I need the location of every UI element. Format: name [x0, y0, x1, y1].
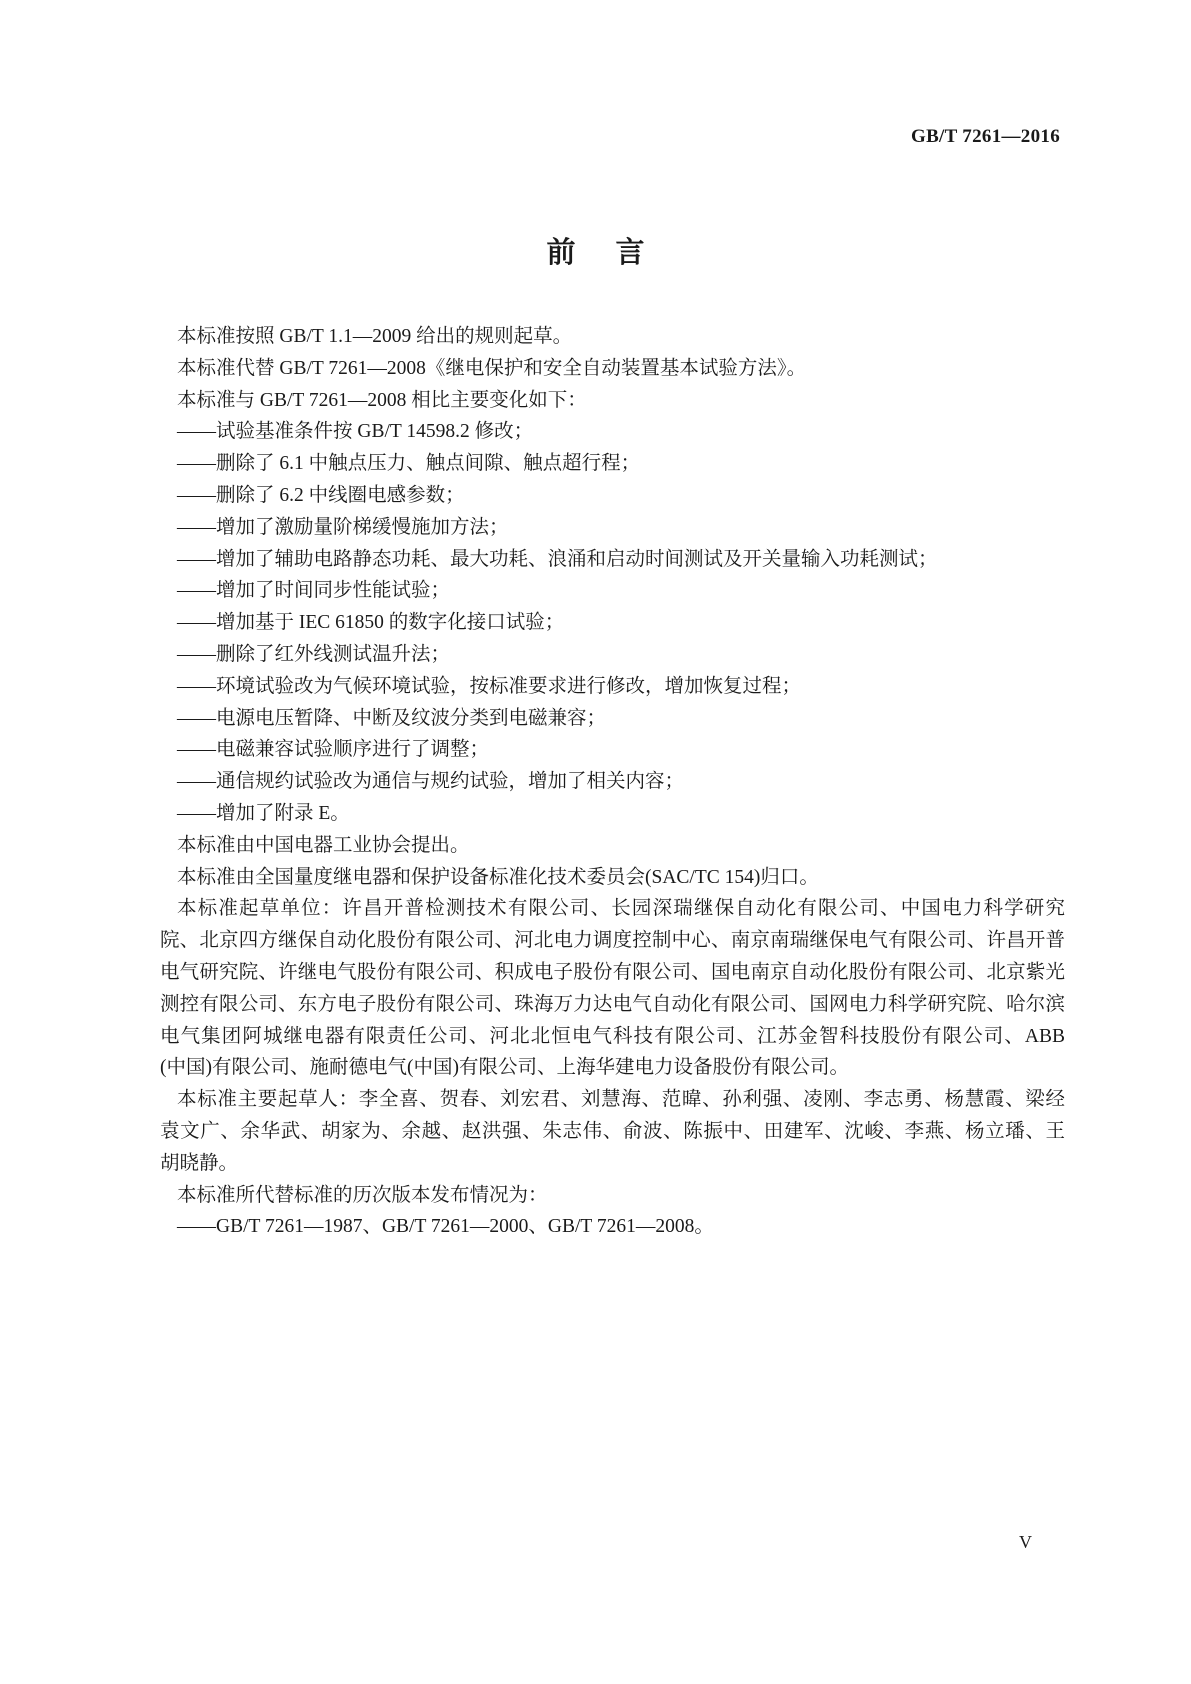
list-item: ——删除了红外线测试温升法；	[177, 643, 451, 665]
text-line: (中国)有限公司、施耐德电气(中国)有限公司、上海华建电力设备股份有限公司。	[160, 1057, 849, 1079]
list-item: ——电源电压暂降、中断及纹波分类到电磁兼容；	[177, 707, 607, 729]
list-item: ——增加了激励量阶梯缓慢施加方法；	[177, 516, 509, 538]
text-line: 院、北京四方继保自动化股份有限公司、河北电力调度控制中心、南京南瑞继保电气有限公司、许昌开普	[160, 930, 1065, 952]
text-line: 本标准与 GB/T 7261—2008 相比主要变化如下：	[177, 389, 587, 411]
list-item: ——试验基准条件按 GB/T 14598.2 修改；	[177, 421, 534, 443]
page-number: V	[1019, 1532, 1032, 1552]
list-item: ——增加了附录 E。	[177, 802, 350, 824]
text-line: 电气集团阿城继电器有限责任公司、河北北恒电气科技有限公司、江苏金智科技股份有限公司、ABB	[160, 1025, 1065, 1047]
text-line: 本标准起草单位：许昌开普检测技术有限公司、长园深瑞继保自动化有限公司、中国电力科学研究	[177, 898, 1065, 920]
text-line: 本标准按照 GB/T 1.1—2009 给出的规则起草。	[177, 326, 573, 347]
list-item: ——删除了 6.1 中触点压力、触点间隙、触点超行程；	[177, 453, 641, 475]
list-item: ——增加基于 IEC 61850 的数字化接口试验；	[177, 612, 565, 634]
text-line: 袁文广、余华武、胡家为、余越、赵洪强、朱志伟、俞波、陈振中、田建军、沈峻、李燕、杨立璠、王	[160, 1120, 1065, 1142]
list-item: ——环境试验改为气候环境试验，按标准要求进行修改，增加恢复过程；	[177, 675, 802, 697]
list-item: ——增加了辅助电路静态功耗、最大功耗、浪涌和启动时间测试及开关量输入功耗测试；	[177, 548, 938, 570]
document-number-header: GB/T 7261—2016	[910, 126, 1060, 147]
text-line: 本标准主要起草人：李全喜、贺春、刘宏君、刘慧海、范暐、孙利强、凌刚、李志勇、杨慧霞、梁经	[177, 1089, 1065, 1111]
list-item: ——电磁兼容试验顺序进行了调整；	[177, 739, 490, 761]
text-line: 本标准所代替标准的历次版本发布情况为：	[177, 1184, 548, 1206]
page-title: 前言	[546, 237, 685, 269]
text-line: 电气研究院、许继电气股份有限公司、积成电子股份有限公司、国电南京自动化股份有限公司、北京紫光	[160, 961, 1065, 983]
text-line: 本标准代替 GB/T 7261—2008《继电保护和安全自动装置基本试验方法》。	[177, 357, 807, 379]
list-item: ——删除了 6.2 中线圈电感参数；	[177, 484, 465, 506]
list-item: ——通信规约试验改为通信与规约试验，增加了相关内容；	[177, 771, 685, 793]
list-item: ——增加了时间同步性能试验；	[177, 580, 451, 602]
text-line: 胡晓静。	[160, 1152, 239, 1174]
text-line: 测控有限公司、东方电子股份有限公司、珠海万力达电气自动化有限公司、国网电力科学研究院、哈尔滨	[160, 993, 1065, 1015]
foreword-body	[160, 321, 1065, 1243]
text-line: 本标准由全国量度继电器和保护设备标准化技术委员会(SAC/TC 154)归口。	[177, 866, 819, 888]
list-item: ——GB/T 7261—1987、GB/T 7261—2000、GB/T 7261—2008。	[177, 1216, 714, 1238]
text-line: 本标准由中国电器工业协会提出。	[177, 834, 470, 856]
